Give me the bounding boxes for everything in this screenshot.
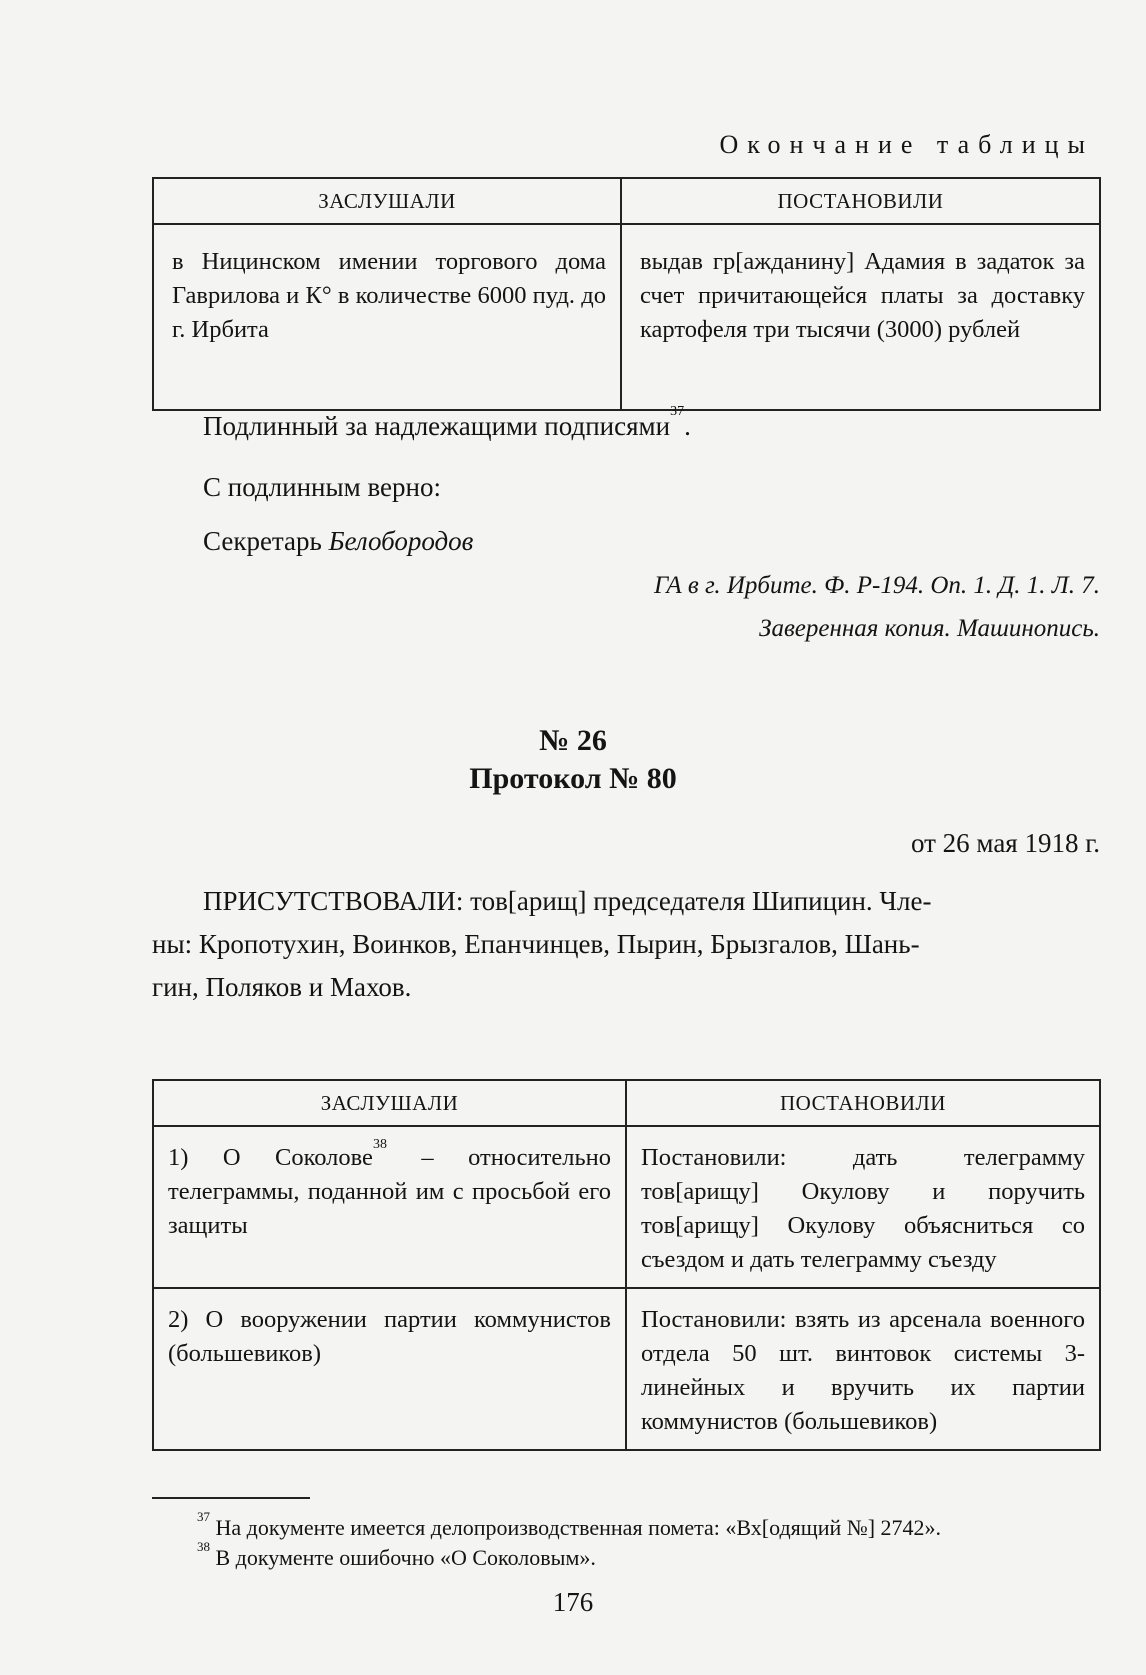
- cell-heard: 2) О вооружении партии коммунистов (большевиков): [153, 1288, 626, 1450]
- column-header-heard: ЗАСЛУШАЛИ: [153, 178, 621, 224]
- copy-type-note: Заверенная копия. Машинопись.: [759, 615, 1100, 642]
- table-row: [153, 1288, 1100, 1450]
- table-continuation-label: Окончание таблицы: [719, 130, 1094, 159]
- minutes-table-continued: [152, 177, 1101, 411]
- column-header-heard: ЗАСЛУШАЛИ: [153, 1080, 626, 1126]
- table-row: [153, 224, 1100, 410]
- secretary-name: Белобородов: [328, 526, 474, 556]
- column-header-decided: ПОСТАНОВИЛИ: [621, 178, 1100, 224]
- verified-copy-note: С подлинным верно:: [203, 472, 441, 502]
- footnote: $^{38}$ В документе ошибочно «О Соколовым».: [197, 1539, 596, 1570]
- secretary-line: Секретарь Белобородов: [203, 526, 474, 556]
- cell-heard: в Ницинском имении торгового дома Гаврилова и К° в количестве 6000 пуд. до г. Ирбита: [153, 224, 621, 410]
- archive-reference: ГА в г. Ирбите. Ф. Р-194. Оп. 1. Д. 1. Л. 7.: [653, 572, 1100, 599]
- signature-original-note: Подлинный за надлежащими подписями$^{37}$.: [203, 404, 691, 441]
- footnote-ref-38: 38: [372, 1137, 387, 1152]
- document-number: № 26: [539, 724, 607, 757]
- page-number: 176: [552, 1587, 594, 1617]
- document-date: от 26 мая 1918 г.: [910, 828, 1100, 858]
- attendance-line-1: ПРИСУТСТВОВАЛИ: тов[арищ] председателя Шипицин. Чле-: [203, 886, 932, 916]
- minutes-table: [152, 1079, 1101, 1451]
- cell-decided: выдав гр[ажданину] Адамия в задаток за счет причитающейся платы за доставку картофеля три тысячи (3000) рублей: [621, 224, 1100, 410]
- cell-heard: 1) О Соколове$^{38}$ – относительно телеграммы, поданной им с просьбой его защиты: [153, 1126, 626, 1288]
- table-row: [153, 1126, 1100, 1288]
- document-title: Протокол № 80: [469, 762, 677, 795]
- footnote: $^{37}$ На документе имеется делопроизводственная помета: «Вх[одящий №] 2742».: [197, 1509, 942, 1540]
- column-header-decided: ПОСТАНОВИЛИ: [626, 1080, 1100, 1126]
- footnote-divider: [152, 1497, 310, 1499]
- footnote-ref-37: 37: [670, 404, 685, 419]
- attendance-line-2: ны: Кропотухин, Воинков, Епанчинцев, Пырин, Брызгалов, Шань-: [152, 929, 920, 959]
- cell-decided: Постановили: дать телеграмму тов[арищу] Окулову и поручить тов[арищу] Окулову объясниться со съездом и дать телеграмму съезду: [626, 1126, 1100, 1288]
- attendance-line-3: гин, Поляков и Махов.: [152, 972, 412, 1002]
- cell-decided: Постановили: взять из арсенала военного отдела 50 шт. винтовок системы 3-линейных и вручить их партии коммунистов (большевиков): [626, 1288, 1100, 1450]
